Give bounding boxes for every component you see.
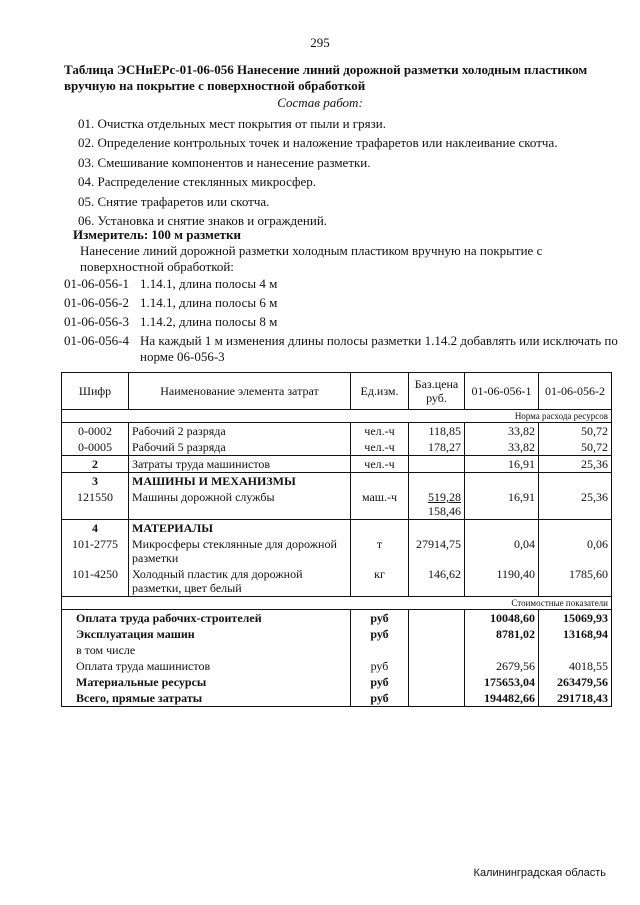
row-code: 101-4250	[62, 566, 129, 597]
row-name: Машины дорожной службы	[129, 489, 351, 520]
table-row	[62, 536, 612, 566]
intro-text: Нанесение линий дорожной разметки холодным пластиком вручную на покрытие с поверхностной обработкой:	[80, 243, 543, 274]
section-code: 3	[62, 473, 129, 490]
row-name: Холодный пластик для дорожной разметки, цвет белый	[129, 566, 351, 597]
code-desc: На каждый 1 м изменения длины полосы разметки 1.14.2 добавлять или исключать по норме 06-056-3	[140, 333, 618, 364]
work-item: 05. Снятие трафаретов или скотча.	[78, 193, 270, 209]
code: 01-06-056-3	[64, 314, 129, 329]
row-price: 27914,75	[409, 536, 465, 566]
total-unit: руб	[351, 690, 409, 707]
cost-caption-row	[62, 597, 612, 610]
total-name: в том числе	[62, 642, 351, 658]
row-code: 101-2775	[62, 536, 129, 566]
total-row	[62, 626, 612, 642]
row-price: 178,27	[409, 439, 465, 456]
row-code: 0-0005	[62, 439, 129, 456]
total-value-2: 263479,56	[539, 674, 612, 690]
row-value-1: 33,82	[465, 423, 539, 440]
table-row	[62, 439, 612, 456]
row-unit: маш.-ч	[351, 489, 409, 520]
row-value-2: 25,36	[539, 489, 612, 520]
norm-caption-row	[62, 410, 612, 423]
row-price	[409, 456, 465, 473]
row-code: 0-0002	[62, 423, 129, 440]
header-name: Наименование элемента затрат	[129, 373, 351, 410]
row-value-2: 0,06	[539, 536, 612, 566]
total-name: Оплата труда машинистов	[62, 658, 351, 674]
total-name: Оплата труда рабочих-строителей	[62, 610, 351, 627]
table-header-row	[62, 373, 612, 410]
row-value-2: 25,36	[539, 456, 612, 473]
row-name: Затраты труда машинистов	[129, 456, 351, 473]
table-row	[62, 456, 612, 473]
table-row	[62, 566, 612, 597]
section-row	[62, 473, 612, 490]
table-row	[62, 423, 612, 440]
header-code: Шифр	[62, 373, 129, 410]
row-value-1: 16,91	[465, 456, 539, 473]
header-price: Баз.цена руб.	[409, 373, 465, 410]
total-value-2: 13168,94	[539, 626, 612, 642]
header-col2: 01-06-056-2	[539, 373, 612, 410]
region-footer: Калининградская область	[473, 867, 606, 879]
resource-table	[61, 372, 612, 707]
measurer: Измеритель: 100 м разметки	[73, 227, 242, 242]
work-item: 01. Очистка отдельных мест покрытия от пыли и грязи.	[78, 116, 386, 131]
row-price: 146,62	[409, 566, 465, 597]
code-desc: 1.14.1, длина полосы 6 м	[140, 295, 278, 310]
row-price	[409, 489, 465, 520]
code-desc: 1.14.1, длина полосы 4 м	[140, 276, 278, 291]
row-unit: чел.-ч	[351, 439, 409, 456]
total-value-1: 194482,66	[465, 690, 539, 707]
norm-caption: Норма расхода ресурсов	[62, 410, 612, 423]
total-row	[62, 690, 612, 707]
row-value-2: 50,72	[539, 423, 612, 440]
total-row	[62, 674, 612, 690]
header-unit: Ед.изм.	[351, 373, 409, 410]
total-value-1: 8781,02	[465, 626, 539, 642]
code-desc: 1.14.2, длина полосы 8 м	[140, 314, 278, 329]
row-value-1: 0,04	[465, 536, 539, 566]
row-code: 2	[62, 456, 129, 473]
total-unit: руб	[351, 610, 409, 627]
total-unit: руб	[351, 658, 409, 674]
works-list	[78, 114, 557, 230]
code-row	[64, 314, 624, 330]
code: 01-06-056-2	[64, 295, 129, 310]
row-name: Микросферы стеклянные для дорожной разметки	[129, 536, 351, 566]
row-price: 118,85	[409, 423, 465, 440]
total-value-1: 10048,60	[465, 610, 539, 627]
work-item: 02. Определение контрольных точек и наложение трафаретов или наклеивание скотча.	[78, 135, 558, 151]
row-code: 121550	[62, 489, 129, 520]
row-price-main: 519,28	[428, 490, 461, 504]
total-name: Эксплуатация машин	[62, 626, 351, 642]
total-row	[62, 610, 612, 627]
total-value-2: 291718,43	[539, 690, 612, 707]
work-item: 03. Смешивание компонентов и нанесение разметки.	[78, 154, 371, 170]
total-row	[62, 642, 612, 658]
total-name: Всего, прямые затраты	[62, 690, 351, 707]
row-unit: чел.-ч	[351, 423, 409, 440]
code-list	[64, 276, 624, 368]
row-unit: кг	[351, 566, 409, 597]
total-value-1: 175653,04	[465, 674, 539, 690]
row-value-1: 16,91	[465, 489, 539, 520]
total-row	[62, 658, 612, 674]
row-value-1: 1190,40	[465, 566, 539, 597]
cost-caption: Стоимостные показатели	[62, 597, 612, 610]
section-name: МАТЕРИАЛЫ	[129, 520, 351, 537]
row-value-2: 50,72	[539, 439, 612, 456]
row-unit: чел.-ч	[351, 456, 409, 473]
row-value-1: 33,82	[465, 439, 539, 456]
row-name: Рабочий 5 разряда	[129, 439, 351, 456]
section-row	[62, 520, 612, 537]
code: 01-06-056-1	[64, 276, 129, 291]
row-value-2: 1785,60	[539, 566, 612, 597]
total-unit: руб	[351, 626, 409, 642]
total-value-2: 4018,55	[539, 658, 612, 674]
table-row	[62, 489, 612, 520]
work-item: 04. Распределение стеклянных микросфер.	[78, 174, 316, 190]
table-title: Таблица ЭСНиЕРс-01-06-056 Нанесение линий дорожной разметки холодным пластиком вручную на покрытие с поверхностной обработкой	[64, 62, 588, 93]
row-unit: т	[351, 536, 409, 566]
total-value-2: 15069,93	[539, 610, 612, 627]
section-code: 4	[62, 520, 129, 537]
total-name: Материальные ресурсы	[62, 674, 351, 690]
total-value-1: 2679,56	[465, 658, 539, 674]
code-row	[64, 295, 624, 311]
row-price-secondary: 158,46	[428, 504, 461, 518]
section-name: МАШИНЫ И МЕХАНИЗМЫ	[129, 473, 351, 490]
works-heading: Состав работ:	[277, 95, 363, 110]
code-row	[64, 276, 624, 292]
total-unit: руб	[351, 674, 409, 690]
work-item: 06. Установка и снятие знаков и ограждений.	[78, 213, 328, 229]
header-col1: 01-06-056-1	[465, 373, 539, 410]
code-row	[64, 333, 624, 365]
row-name: Рабочий 2 разряда	[129, 423, 351, 440]
page-number: 295	[310, 35, 330, 50]
code: 01-06-056-4	[64, 333, 129, 348]
